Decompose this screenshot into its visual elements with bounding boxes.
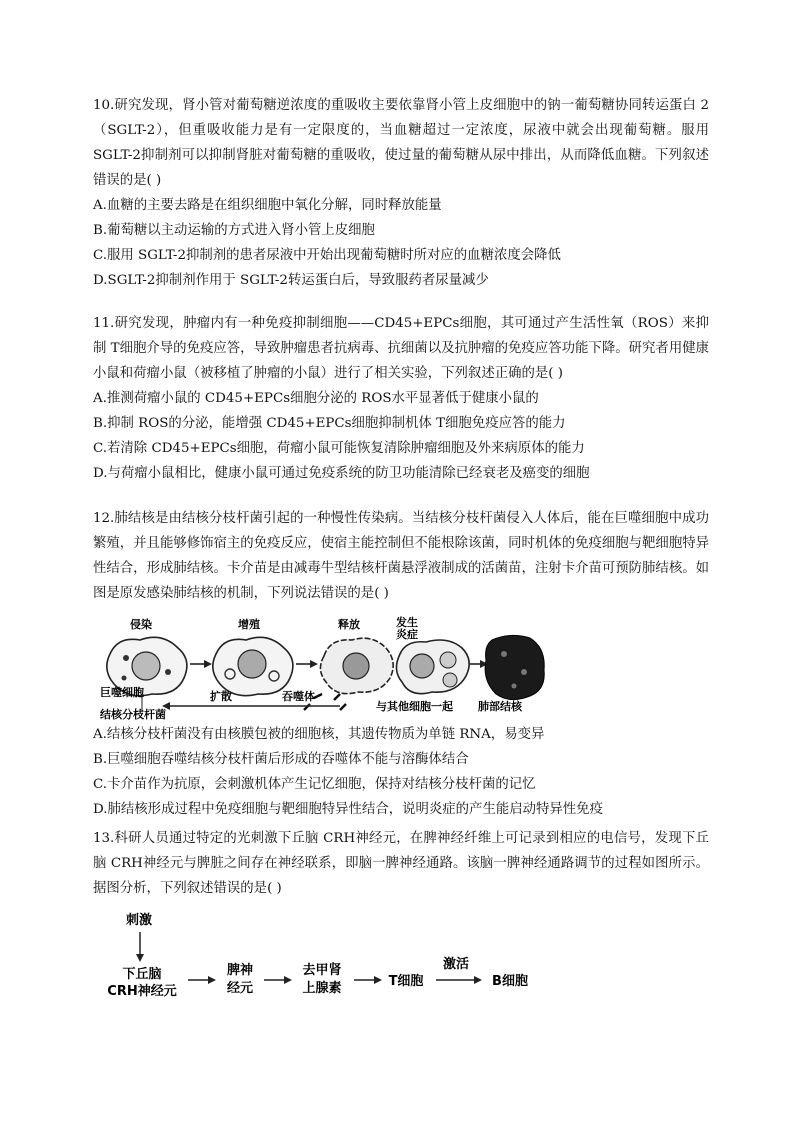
label-b-cell: B细胞 <box>492 974 528 989</box>
label-spread: 扩散 <box>210 690 232 703</box>
question-12-option-c[interactable]: C.卡介苗作为抗原，会刺激机体产生记忆细胞，保持对结核分枝杆菌的记忆 <box>93 777 536 792</box>
granule <box>123 655 129 661</box>
label-stimulus: 刺激 <box>126 913 153 928</box>
question-11-stem: 11.研究发现，肿瘤内有一种免疫抑制细胞——CD45+EPCs细胞，其可通过产生活性氧（ROS）来抑制 T细胞介导的免疫应答，导致肿瘤患者抗病毒、抗细菌以及抗肿瘤的免疫应答功能下降。研究者用健康小鼠和荷瘤小鼠（被移植了肿瘤的小鼠）进行了相关实验，下列叙述正确的是( ) <box>93 316 709 381</box>
nodule-texture <box>512 684 517 689</box>
label-release: 释放 <box>338 618 360 631</box>
question-11-option-c[interactable]: C.若清除 CD45+EPCs细胞，荷瘤小鼠可能恢复清除肿瘤细胞及外来病原体的能力 <box>93 441 585 456</box>
cluster-nucleus <box>410 654 434 678</box>
brain-spleen-pathway-figure <box>100 904 540 1004</box>
label-proliferate: 增殖 <box>238 618 260 631</box>
question-13 <box>93 826 709 901</box>
granule <box>165 669 171 675</box>
label-inflammation-2: 炎症 <box>396 628 418 641</box>
label-splenic-nerve-2: 经元 <box>226 981 254 996</box>
arrow-1-head <box>204 660 212 668</box>
cluster-cell <box>440 652 456 668</box>
arrow-2-head <box>284 976 292 984</box>
question-13-stem: 13.科研人员通过特定的光刺激下丘脑 CRH神经元，在脾神经纤维上可记录到相应的电信号，发现下丘脑 CRH神经元与脾脏之间存在神经联系，即脑一脾神经通路。该脑一脾神经通路调节的过程如图所示。据图分析，下列叙述错误的是( ) <box>93 831 709 896</box>
nucleus-3 <box>343 653 369 679</box>
question-10-option-c[interactable]: C.服用 SGLT-2抑制剂的患者尿液中开始出现葡萄糖时所对应的血糖浓度会降低 <box>93 248 561 263</box>
granule <box>122 676 127 681</box>
question-10-option-b[interactable]: B.葡萄糖以主动运输的方式进入肾小管上皮细胞 <box>93 223 375 238</box>
arrow-3-head <box>374 976 382 984</box>
arrow-2-head <box>310 660 318 668</box>
label-norepinephrine-2: 上腺素 <box>302 981 342 996</box>
label-bacterium: 结核分枝杆菌 <box>100 708 166 721</box>
lung-tuberculosis-nodule <box>485 635 544 699</box>
question-12 <box>93 506 709 606</box>
nodule-texture <box>501 651 507 657</box>
nodule-texture <box>521 669 527 675</box>
bacterium-rod <box>334 694 340 700</box>
label-activate: 激活 <box>442 957 470 972</box>
label-crh-neuron: CRH神经元 <box>107 984 177 999</box>
label-macrophage: 巨噬细胞 <box>100 686 144 699</box>
question-10-option-d[interactable]: D.SGLT-2抑制剂作用于 SGLT-2转运蛋白后，导致服药者尿量减少 <box>93 273 489 288</box>
question-12-option-b[interactable]: B.巨噬细胞吞噬结核分枝杆菌后形成的吞噬体不能与溶酶体结合 <box>93 752 469 767</box>
label-lung-tb: 肺部结核 <box>478 700 522 713</box>
bacterium-rod <box>314 694 322 698</box>
arrow-1-head <box>208 976 216 984</box>
question-11-option-b[interactable]: B.抑制 ROS的分泌，能增强 CD45+EPCs细胞抑制机体 T细胞免疫应答的能力 <box>93 416 566 431</box>
arrow-stimulus-head <box>136 954 144 962</box>
label-t-cell: T细胞 <box>388 974 424 989</box>
bacterium-rod <box>340 704 346 710</box>
label-norepinephrine-1: 去甲肾 <box>302 963 342 978</box>
question-11-option-d[interactable]: D.与荷瘤小鼠相比，健康小鼠可通过免疫系统的防卫功能清除已经衰老及癌变的细胞 <box>93 466 590 481</box>
question-11-option-a[interactable]: A.推测荷瘤小鼠的 CD45+EPCs细胞分泌的 ROS水平显著低于健康小鼠的 <box>93 391 539 406</box>
question-12-options <box>93 722 709 822</box>
question-12-option-d[interactable]: D.肺结核形成过程中免疫细胞与靶细胞特异性结合，说明炎症的产生能启动特异性免疫 <box>93 802 603 817</box>
label-splenic-nerve-1: 脾神 <box>226 963 254 978</box>
question-12-stem: 12.肺结核是由结核分枝杆菌引起的一种慢性传染病。当结核分枝杆菌侵入人体后，能在巨噬细胞中成功繁殖，并且能够修饰宿主的免疫反应，使宿主能控制但不能根除该菌，同时机体的免疫细胞与靶细胞特异性结合，形成肺结核。卡介苗是由减毒牛型结核杆菌悬浮液制成的活菌苗，注射卡介苗可预防肺结核。如图是原发感染肺结核的机制，下列说法错误的是( ) <box>93 511 709 601</box>
label-inflammation-1: 发生 <box>396 616 418 629</box>
bacterium-rod <box>304 704 310 710</box>
question-12-option-a[interactable]: A.结核分枝杆菌没有由核膜包被的细胞核，其遗传物质为单链 RNA，易变异 <box>93 727 545 742</box>
nucleus-1 <box>132 652 160 680</box>
tb-infection-figure <box>100 614 550 724</box>
question-10-option-a[interactable]: A.血糖的主要去路是在组织细胞中氧化分解，同时释放能量 <box>93 198 442 213</box>
label-together: 与其他细胞一起 <box>376 700 453 713</box>
label-hypothalamus: 下丘脑 <box>122 967 162 982</box>
question-11 <box>93 311 709 486</box>
label-phagosome: 吞噬体 <box>282 690 315 703</box>
arrow-4-head <box>474 976 482 984</box>
cluster-cell <box>443 673 457 687</box>
nucleus-2 <box>238 650 266 678</box>
question-10-stem: 10.研究发现，肾小管对葡萄糖逆浓度的重吸收主要依靠肾小管上皮细胞中的钠一葡萄糖协同转运蛋白 2（SGLT-2），但重吸收能力是有一定限度的，当血糖超过一定浓度，尿液中就会出现葡萄糖。服用 SGLT-2抑制剂可以抑制肾脏对葡萄糖的重吸收，使过量的葡萄糖从尿中排出，从而降低血糖。下列叙述错误的是( ) <box>93 98 709 188</box>
label-invade: 侵染 <box>130 618 152 631</box>
question-10 <box>93 93 709 293</box>
